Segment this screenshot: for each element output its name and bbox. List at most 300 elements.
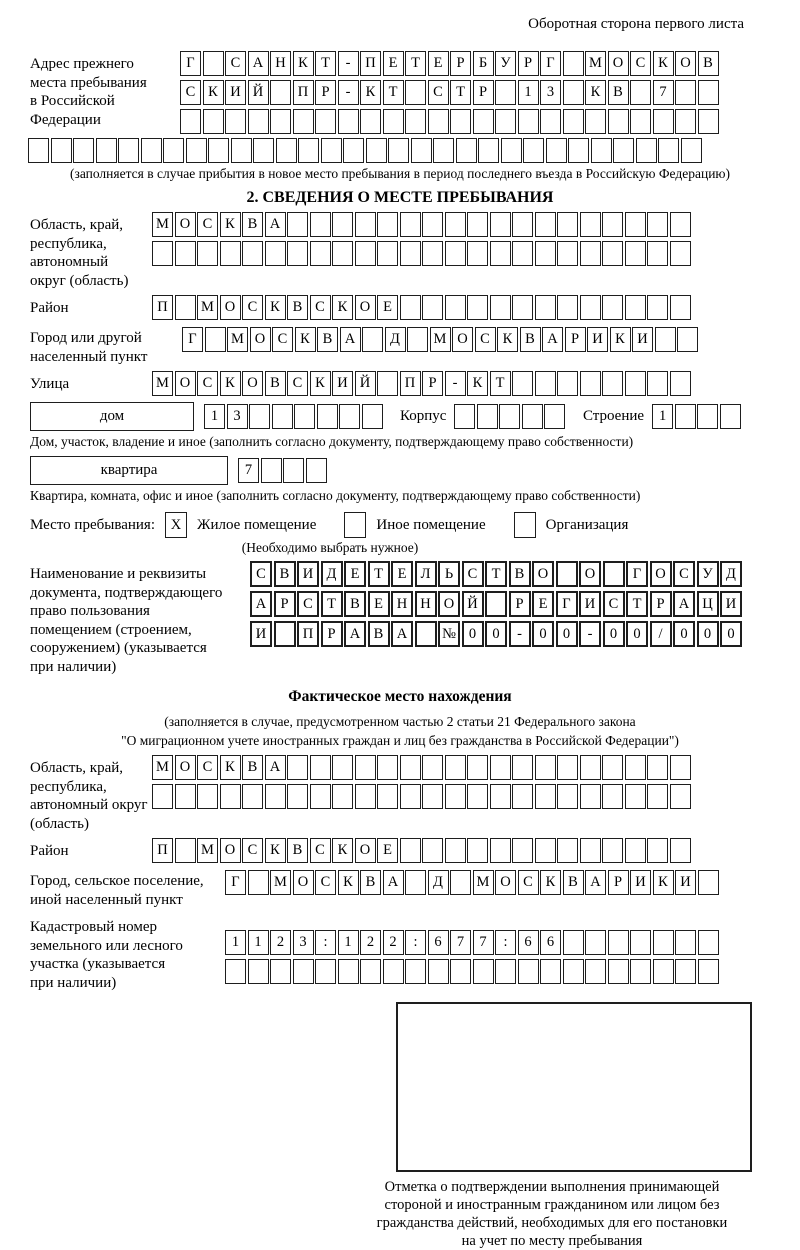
char-box: Т xyxy=(626,591,648,617)
char-box-row xyxy=(250,621,744,647)
char-box xyxy=(422,295,443,320)
char-box xyxy=(490,241,511,266)
char-box: С xyxy=(462,561,484,587)
section2-title: 2. СВЕДЕНИЯ О МЕСТЕ ПРЕБЫВАНИЯ xyxy=(246,189,554,206)
char-box xyxy=(670,838,691,863)
char-box xyxy=(175,295,196,320)
char-box: К xyxy=(332,295,353,320)
field-title-document xyxy=(0,561,800,676)
house-caption: Дом, участок, владение и иное (заполнить согласно документу, подтверждающему право собственности) xyxy=(30,434,634,449)
city-label: Город или другой населенный пункт xyxy=(30,330,148,365)
char-box xyxy=(608,930,629,955)
char-box: 1 xyxy=(518,80,539,105)
char-box xyxy=(400,212,421,237)
char-box xyxy=(270,109,291,134)
char-box: Ь xyxy=(438,561,460,587)
apartment-type-box: квартира xyxy=(30,456,228,485)
char-box: К xyxy=(332,838,353,863)
char-box xyxy=(332,241,353,266)
char-box xyxy=(580,212,601,237)
char-box xyxy=(512,784,533,809)
char-box xyxy=(205,327,226,352)
char-box xyxy=(478,138,499,163)
char-box-row xyxy=(250,591,744,617)
char-box: 2 xyxy=(270,930,291,955)
char-box: О xyxy=(355,295,376,320)
char-box: Г xyxy=(626,561,648,587)
char-box: Й xyxy=(355,371,376,396)
char-box-row xyxy=(152,784,692,809)
char-box xyxy=(400,784,421,809)
char-box: А xyxy=(542,327,563,352)
char-box: Р xyxy=(315,80,336,105)
char-box: М xyxy=(152,755,173,780)
title-document-label: Наименование и реквизиты документа, подтверждающего право пользования помещением (строением, сооружением) (указывается при наличии) xyxy=(30,566,223,675)
char-box: Т xyxy=(368,561,390,587)
char-box xyxy=(563,930,584,955)
char-box xyxy=(428,959,449,984)
prev-address-rows xyxy=(180,51,720,134)
char-box: С xyxy=(315,870,336,895)
char-box xyxy=(630,80,651,105)
char-box-row xyxy=(180,80,720,105)
char-box xyxy=(647,241,668,266)
char-box xyxy=(490,755,511,780)
char-box: В xyxy=(274,561,296,587)
char-box xyxy=(362,404,383,429)
char-box: 1 xyxy=(204,404,225,429)
char-box-row xyxy=(454,404,567,429)
char-box xyxy=(287,784,308,809)
char-box: У xyxy=(697,561,719,587)
char-box xyxy=(360,959,381,984)
char-box: 1 xyxy=(652,404,673,429)
char-box xyxy=(338,109,359,134)
char-box: С xyxy=(197,212,218,237)
char-box-row xyxy=(152,838,692,863)
char-box xyxy=(294,404,315,429)
char-box xyxy=(512,838,533,863)
char-box: П xyxy=(360,51,381,76)
char-box-row-full xyxy=(0,138,800,163)
char-box xyxy=(563,109,584,134)
char-box xyxy=(647,784,668,809)
char-box: С xyxy=(310,295,331,320)
char-box: Н xyxy=(415,591,437,617)
char-box: Г xyxy=(556,591,578,617)
char-box xyxy=(490,295,511,320)
char-box xyxy=(253,138,274,163)
char-box xyxy=(681,138,702,163)
char-box xyxy=(141,138,162,163)
house-type-box: дом xyxy=(30,402,194,431)
char-box xyxy=(306,458,327,483)
char-box xyxy=(467,212,488,237)
char-box: В xyxy=(608,80,629,105)
char-box: С xyxy=(603,591,625,617)
char-box xyxy=(490,212,511,237)
char-box: О xyxy=(242,371,263,396)
char-box xyxy=(445,755,466,780)
char-box: Д xyxy=(428,870,449,895)
char-box xyxy=(377,212,398,237)
char-box xyxy=(450,109,471,134)
char-box: М xyxy=(152,212,173,237)
char-box xyxy=(602,371,623,396)
char-box xyxy=(653,930,674,955)
char-box xyxy=(407,327,428,352)
prev-address-label: Адрес прежнего места пребывания в Российской Федерации xyxy=(30,56,147,128)
char-box xyxy=(405,109,426,134)
char-box xyxy=(557,241,578,266)
char-box: Г xyxy=(540,51,561,76)
char-box: Ц xyxy=(697,591,719,617)
char-box: И xyxy=(250,621,272,647)
char-box: О xyxy=(452,327,473,352)
char-box-row xyxy=(152,371,692,396)
char-box: - xyxy=(445,371,466,396)
char-box: В xyxy=(287,295,308,320)
char-box: А xyxy=(344,621,366,647)
char-box xyxy=(670,784,691,809)
char-box: С xyxy=(630,51,651,76)
char-box-row xyxy=(204,404,384,429)
char-box xyxy=(655,327,676,352)
char-box xyxy=(287,241,308,266)
char-box xyxy=(175,784,196,809)
char-box xyxy=(698,80,719,105)
char-box: К xyxy=(360,80,381,105)
char-box: К xyxy=(653,51,674,76)
char-box xyxy=(249,404,270,429)
char-box xyxy=(317,404,338,429)
char-box xyxy=(495,80,516,105)
char-box xyxy=(362,327,383,352)
char-box xyxy=(270,80,291,105)
char-box xyxy=(585,930,606,955)
char-box xyxy=(630,959,651,984)
char-box xyxy=(647,838,668,863)
char-box xyxy=(535,755,556,780)
char-box: 7 xyxy=(653,80,674,105)
char-box xyxy=(445,838,466,863)
char-box: С xyxy=(475,327,496,352)
char-box: С xyxy=(197,371,218,396)
char-box xyxy=(557,212,578,237)
char-box xyxy=(248,870,269,895)
char-box xyxy=(467,784,488,809)
char-box: О xyxy=(675,51,696,76)
char-box xyxy=(602,241,623,266)
char-box xyxy=(355,241,376,266)
char-box xyxy=(248,109,269,134)
char-box xyxy=(231,138,252,163)
char-box xyxy=(495,109,516,134)
char-box xyxy=(675,930,696,955)
char-box: Й xyxy=(248,80,269,105)
char-box-row xyxy=(225,868,720,895)
char-box xyxy=(73,138,94,163)
char-box xyxy=(377,784,398,809)
confirmation-caption: Отметка о подтверждении выполнения принимающей стороной и иностранным гражданином или лицом без гражданства действий, необходимых для его постановки на учет по месту пребывания xyxy=(376,1179,728,1249)
char-box: К xyxy=(293,51,314,76)
char-box xyxy=(557,371,578,396)
char-box xyxy=(675,80,696,105)
char-box xyxy=(422,755,443,780)
char-box: С xyxy=(225,51,246,76)
char-box: 0 xyxy=(697,621,719,647)
char-box xyxy=(540,959,561,984)
field-district xyxy=(0,295,800,320)
char-box xyxy=(265,784,286,809)
char-box xyxy=(523,138,544,163)
char-box: О xyxy=(220,295,241,320)
house-row xyxy=(0,402,800,431)
char-box xyxy=(450,959,471,984)
char-box xyxy=(512,755,533,780)
char-box: И xyxy=(579,591,601,617)
char-box: С xyxy=(518,870,539,895)
char-box xyxy=(383,959,404,984)
char-box: М xyxy=(473,870,494,895)
char-box-row xyxy=(182,325,700,352)
char-box xyxy=(293,959,314,984)
char-box: - xyxy=(509,621,531,647)
char-box: Е xyxy=(391,561,413,587)
char-box xyxy=(522,404,543,429)
char-box xyxy=(580,371,601,396)
char-box xyxy=(563,959,584,984)
char-box: А xyxy=(340,327,361,352)
char-box xyxy=(152,784,173,809)
char-box xyxy=(445,295,466,320)
char-box: 0 xyxy=(673,621,695,647)
char-box xyxy=(512,295,533,320)
char-box: А xyxy=(248,51,269,76)
char-box xyxy=(366,138,387,163)
char-box xyxy=(400,241,421,266)
char-box xyxy=(343,138,364,163)
char-box: И xyxy=(630,870,651,895)
street-label: Улица xyxy=(30,376,70,392)
fact-region-label: Область, край, республика, автономный округ (область) xyxy=(30,760,148,832)
char-box xyxy=(625,838,646,863)
char-box xyxy=(585,959,606,984)
char-box xyxy=(580,755,601,780)
char-box: М xyxy=(270,870,291,895)
char-box xyxy=(557,784,578,809)
char-box xyxy=(563,51,584,76)
char-box xyxy=(557,838,578,863)
char-box xyxy=(490,838,511,863)
char-box: 6 xyxy=(428,930,449,955)
char-box xyxy=(276,138,297,163)
char-box: 7 xyxy=(450,930,471,955)
char-box xyxy=(415,621,437,647)
char-box xyxy=(670,755,691,780)
char-box: В xyxy=(265,371,286,396)
char-box xyxy=(28,138,49,163)
char-box: К xyxy=(653,870,674,895)
char-box xyxy=(625,784,646,809)
char-box xyxy=(152,241,173,266)
char-box xyxy=(445,241,466,266)
char-box: 0 xyxy=(462,621,484,647)
char-box xyxy=(625,755,646,780)
char-box: Р xyxy=(565,327,586,352)
char-box-row xyxy=(152,295,692,320)
char-box: 3 xyxy=(227,404,248,429)
char-box: : xyxy=(315,930,336,955)
char-box: О xyxy=(250,327,271,352)
char-box xyxy=(287,755,308,780)
char-box: К xyxy=(540,870,561,895)
char-box xyxy=(546,138,567,163)
char-box: В xyxy=(242,212,263,237)
char-box xyxy=(400,755,421,780)
char-box xyxy=(602,784,623,809)
char-box: О xyxy=(532,561,554,587)
char-box: Р xyxy=(473,80,494,105)
char-box xyxy=(405,959,426,984)
char-box xyxy=(698,930,719,955)
char-box: Т xyxy=(405,51,426,76)
char-box: О xyxy=(608,51,629,76)
char-box: К xyxy=(585,80,606,105)
checkbox-other-premises xyxy=(344,512,366,538)
char-box xyxy=(608,109,629,134)
char-box xyxy=(377,371,398,396)
field-region xyxy=(0,212,800,290)
char-box: - xyxy=(579,621,601,647)
char-box: Т xyxy=(383,80,404,105)
char-box: С xyxy=(287,371,308,396)
char-box: С xyxy=(428,80,449,105)
char-box-row xyxy=(225,959,720,984)
char-box xyxy=(499,404,520,429)
field-cadastral xyxy=(0,914,800,992)
char-box xyxy=(411,138,432,163)
char-box xyxy=(225,959,246,984)
char-box xyxy=(697,404,718,429)
char-box xyxy=(400,838,421,863)
char-box: И xyxy=(587,327,608,352)
char-box xyxy=(670,241,691,266)
checkbox-residential: X xyxy=(165,512,187,538)
char-box xyxy=(315,959,336,984)
char-box: Е xyxy=(368,591,390,617)
char-box: Т xyxy=(450,80,471,105)
char-box: Т xyxy=(490,371,511,396)
char-box xyxy=(535,241,556,266)
char-box xyxy=(355,784,376,809)
char-box xyxy=(720,404,741,429)
char-box: О xyxy=(175,755,196,780)
char-box: Е xyxy=(383,51,404,76)
char-box xyxy=(248,959,269,984)
char-box xyxy=(175,838,196,863)
char-box: Р xyxy=(608,870,629,895)
char-box xyxy=(298,138,319,163)
char-box xyxy=(670,371,691,396)
char-box: Л xyxy=(415,561,437,587)
char-box xyxy=(445,784,466,809)
char-box: Г xyxy=(225,870,246,895)
char-box: С xyxy=(197,755,218,780)
field-fact-region xyxy=(0,755,800,833)
char-box: Д xyxy=(720,561,742,587)
char-box xyxy=(433,138,454,163)
char-box xyxy=(310,212,331,237)
char-box: Е xyxy=(377,295,398,320)
fact-section-title: Фактическое место нахождения xyxy=(288,688,512,705)
char-box xyxy=(261,458,282,483)
char-box xyxy=(321,138,342,163)
char-box: К xyxy=(265,295,286,320)
char-box xyxy=(518,959,539,984)
char-box: В xyxy=(360,870,381,895)
char-box: К xyxy=(220,755,241,780)
char-box xyxy=(556,561,578,587)
char-box xyxy=(501,138,522,163)
char-box: В xyxy=(287,838,308,863)
prev-address-note: (заполняется в случае прибытия в новое место пребывания в период последнего въезда в Российскую Федерацию) xyxy=(69,166,731,181)
char-box xyxy=(675,404,696,429)
char-box xyxy=(405,80,426,105)
char-box-row xyxy=(652,404,742,429)
char-box: : xyxy=(405,930,426,955)
char-box xyxy=(473,109,494,134)
char-box: Т xyxy=(321,591,343,617)
char-box: И xyxy=(332,371,353,396)
char-box: В xyxy=(344,591,366,617)
char-box xyxy=(563,80,584,105)
char-box xyxy=(658,138,679,163)
char-box xyxy=(274,621,296,647)
char-box: С xyxy=(242,295,263,320)
char-box xyxy=(698,109,719,134)
char-box xyxy=(512,241,533,266)
char-box: К xyxy=(497,327,518,352)
char-box: К xyxy=(220,212,241,237)
field-fact-district xyxy=(0,838,800,863)
char-box: П xyxy=(152,838,173,863)
char-box: А xyxy=(391,621,413,647)
char-box xyxy=(630,109,651,134)
char-box xyxy=(625,371,646,396)
char-box xyxy=(383,109,404,134)
char-box: Т xyxy=(485,561,507,587)
char-box xyxy=(315,109,336,134)
char-box xyxy=(265,241,286,266)
char-box: Р xyxy=(321,621,343,647)
field-city xyxy=(0,325,800,366)
char-box: С xyxy=(242,838,263,863)
char-box xyxy=(339,404,360,429)
char-box: Т xyxy=(315,51,336,76)
char-box: 6 xyxy=(518,930,539,955)
char-box xyxy=(355,212,376,237)
char-box xyxy=(647,371,668,396)
char-box xyxy=(51,138,72,163)
char-box xyxy=(225,109,246,134)
char-box xyxy=(675,109,696,134)
char-box: С xyxy=(250,561,272,587)
char-box: У xyxy=(495,51,516,76)
fact-city-label: Город, сельское поселение, иной населенный пункт xyxy=(30,873,204,908)
char-box: И xyxy=(225,80,246,105)
char-box: К xyxy=(265,838,286,863)
